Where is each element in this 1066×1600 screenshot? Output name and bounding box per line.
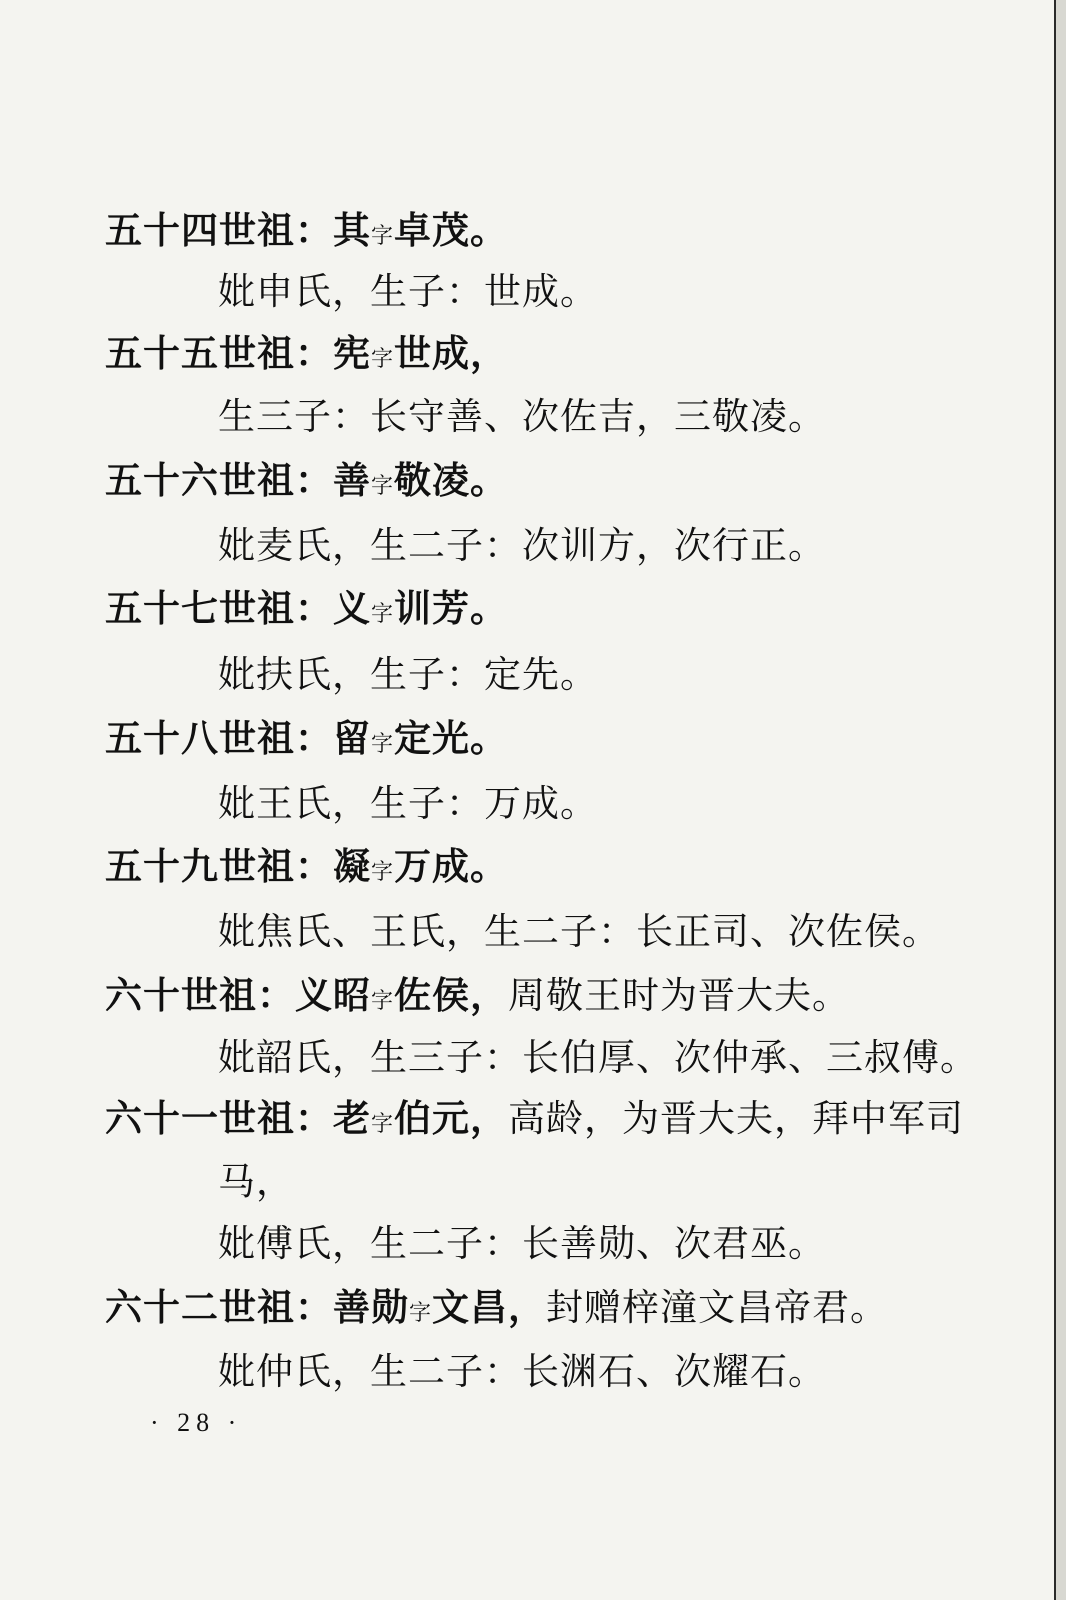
ancestor-line: 五十七世祖：义字训芳。 <box>105 587 509 630</box>
page-shadow <box>1056 0 1066 1600</box>
page-number: · 28 · <box>150 1408 243 1437</box>
ancestor-line: 五十六世祖：善字敬凌。 <box>105 459 509 502</box>
detail-line: 生三子：长守善、次佐吉，三敬凌。 <box>218 395 826 438</box>
detail-line: 妣韶氏，生三子：长伯厚、次仲承、三叔傅。 <box>218 1036 978 1079</box>
ancestor-line: 五十五世祖：宪字世成， <box>105 332 509 375</box>
detail-line: 妣焦氏、王氏，生二子：长正司、次佐侯。 <box>218 910 940 953</box>
ancestor-line: 六十一世祖：老字伯元，高龄，为晋大夫，拜中军司 <box>105 1097 965 1140</box>
detail-line: 妣王氏，生子：万成。 <box>218 782 598 825</box>
detail-line: 妣麦氏，生二子：次训方，次行正。 <box>218 524 826 567</box>
detail-line: 妣扶氏，生子：定先。 <box>218 653 598 696</box>
ancestor-line: 五十四世祖：其字卓茂。 <box>105 209 509 252</box>
detail-line: 妣傅氏，生二子：长善勋、次君巫。 <box>218 1222 826 1265</box>
detail-line: 妣仲氏，生二子：长渊石、次耀石。 <box>218 1350 826 1393</box>
ancestor-line: 六十二世祖：善勋字文昌，封赠梓潼文昌帝君。 <box>105 1286 889 1329</box>
page-edge <box>1054 0 1056 1600</box>
ancestor-line: 六十世祖：义昭字佐侯，周敬王时为晋大夫。 <box>105 974 851 1017</box>
detail-line: 妣申氏，生子：世成。 <box>218 270 598 313</box>
ancestor-line: 五十八世祖：留字定光。 <box>105 717 509 760</box>
ancestor-line: 五十九世祖：凝字万成。 <box>105 845 509 888</box>
continuation-line: 马， <box>218 1160 294 1203</box>
